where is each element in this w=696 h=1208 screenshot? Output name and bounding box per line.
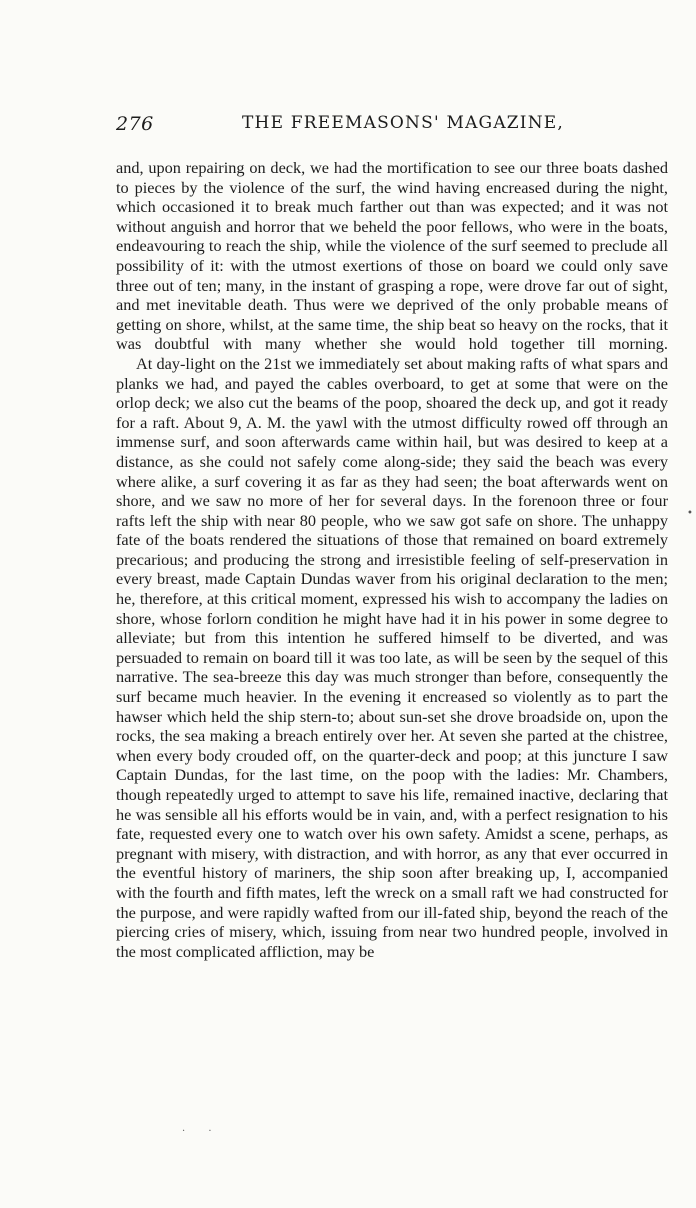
footer-specks: · · bbox=[182, 1126, 222, 1137]
page-header bbox=[116, 113, 668, 137]
margin-speck: • bbox=[687, 508, 693, 519]
paragraph-shipwreck-night: and, upon repairing on deck, we had the mortification to see our three boats dashed to pieces by the violence of the surf, the wind having encreased during the night, which occasioned it to break much farther out than was expected; and it was not without anguish and horror that we beheld the poor fellows, who were in the boats, endeavouring to reach the ship, while the violence of the surf seemed to preclude all possibility of it: with the utmost exertions of those on board we could only save three out of ten; many, in the instant of grasping a rope, were drove far out of sight, and met inevitable death. Thus were we deprived of the only probable means of getting on shore, whilst, at the same time, the ship beat so heavy on the rocks, that it was doubtful with many whether she would hold together till morning. bbox=[116, 158, 668, 354]
page-number: 276 bbox=[116, 113, 154, 135]
body-text bbox=[116, 158, 668, 961]
running-title: THE FREEMASONS' MAGAZINE, bbox=[242, 113, 565, 133]
paragraph-rafts-and-breakup: At day-light on the 21st we immediately set about making rafts of what spars and planks we had, and payed the cables overboard, to get at some that were on the orlop deck; we also cut the beams of the poop, shoared the deck up, and got it ready for a raft. About 9, A. M. the yawl with the utmost difficulty rowed off through an immense surf, and soon afterwards came within hail, but was desired to keep at a distance, as she could not safely come along-side; they said the beach was every where alike, a surf covering it as far as they had seen; the boat afterwards went on shore, and we saw no more of her for several days. In the forenoon three or four rafts left the ship with near 80 people, who we saw got safe on shore. The unhappy fate of the boats rendered the situations of those that remained on board extremely precarious; and producing the strong and irresistible feeling of self-preservation in every breast, made Captain Dundas waver from his original declaration to the men; he, therefore, at this critical moment, expressed his wish to accompany the ladies on shore, whose forlorn condition he might have had it in his power in some degree to alleviate; but from this intention he suffered himself to be diverted, and was persuaded to remain on board till it was too late, as will be seen by the sequel of this narrative. The sea-breeze this day was much stronger than before, consequently the surf became much heavier. In the evening it encreased so violently as to part the hawser which held the ship stern-to; about sun-set she drove broadside on, upon the rocks, the sea making a breach entirely over her. At seven she parted at the chistree, when every body crouded off, on the quarter-deck and poop; at this juncture I saw Captain Dundas, for the last time, on the poop with the ladies: Mr. Chambers, though repeatedly urged to attempt to save his life, remained inactive, declaring that he was sensible all his efforts would be in vain, and, with a perfect resignation to his fate, requested every one to watch over his own safety. Amidst a scene, perhaps, as pregnant with misery, with distraction, and with horror, as any that ever occurred in the eventful history of mariners, the ship soon after breaking up, I, accompanied with the fourth and fifth mates, left the wreck on a small raft we had constructed for the purpose, and were rapidly wafted from our ill-fated ship, beyond the reach of the piercing cries of misery, which, issuing from near two hundred people, involved in the most complicated affliction, may be bbox=[116, 353, 668, 961]
